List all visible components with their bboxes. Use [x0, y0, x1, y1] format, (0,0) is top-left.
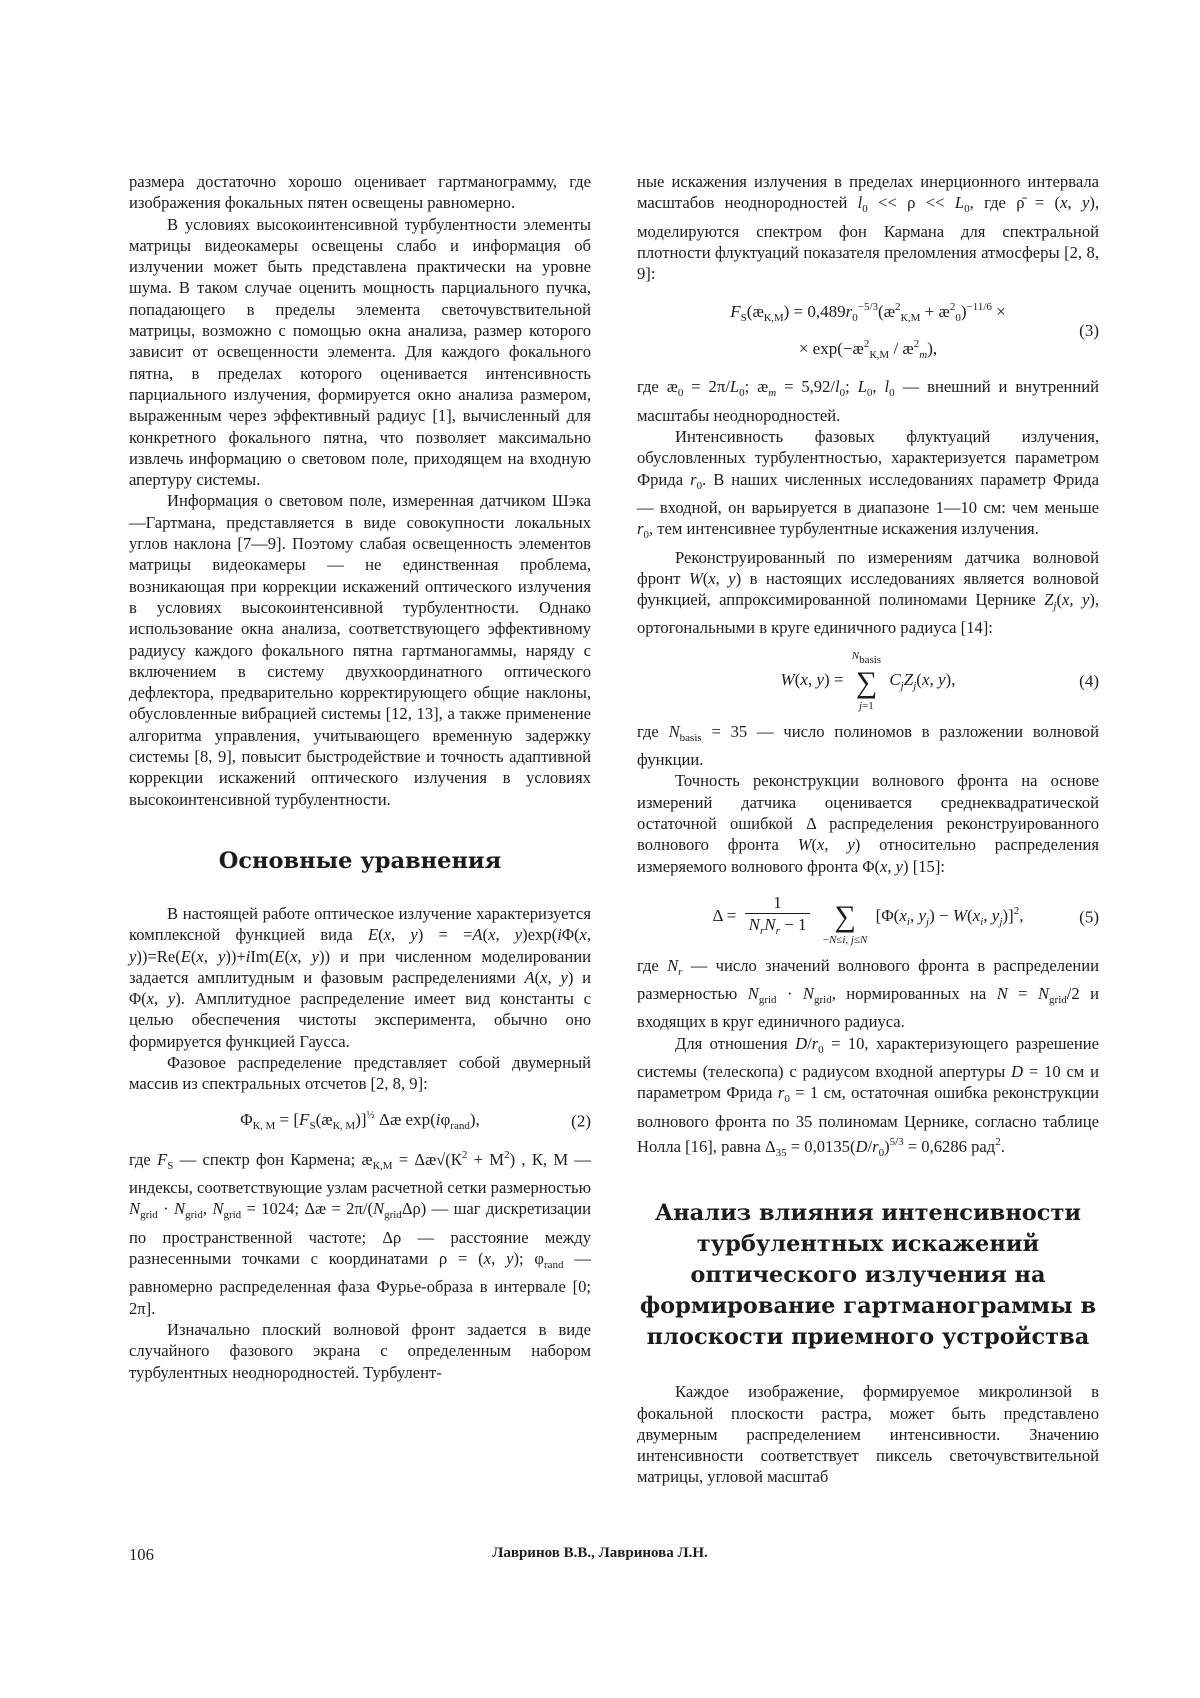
paragraph: Информация о световом поле, измеренная датчиком Шэка—Гартмана, представляется в виде совокупности локальных углов наклона [7—9]. Поэтому слабая освещенность элементов матрицы видеокамеры — не единственная проблема, возникающая при коррекции искажений оптического излучения в условиях высокоинтенсивной турбулентности. Однако использование окна анализа, соответствующего эффективному радиусу каждого фокального пятна гартманогаммы, наряду с включением в систему двухкоординатного оптического дефлектора, предварительно корректирующего общие наклоны, обусловленные вибрацией системы [12, 13], а также применение алгоритма управления, учитывающего временную задержку системы [8, 9], повысит быстродействие и точность адаптивной коррекции искажений оптического излучения в условиях высокоинтенсивной турбулентности.: [129, 490, 591, 809]
paragraph: ные искажения излучения в пределах инерционного интервала масштабов неоднородностей l0 << ρ << L0, где ρ̄ = (x, y), моделируются спектром фон Кармана для спектральной плотности флуктуаций показателя преломления атмосферы [2, 8, 9]:: [637, 171, 1099, 284]
equation-number: (4): [1079, 670, 1099, 691]
paragraph: где Nr — число значений волнового фронта в распределении размерностью Ngrid · Ngrid, нормированных на N = Ngrid/2 и входящих в круг единичного радиуса.: [637, 955, 1099, 1033]
equation-4: [637, 649, 1099, 713]
paragraph: Интенсивность фазовых флуктуаций излучения, обусловленных турбулентностью, характеризуется параметром Фрида r0. В наших численных исследованиях параметр Фрида — входной, он варьируется в диапазоне 1—10 см: чем меньше r0, тем интенсивнее турбулентные искажения излучения.: [637, 426, 1099, 546]
paragraph: В настоящей работе оптическое излучение характеризуется комплексной функцией вида E(x, y) = =A(x, y)exp(iΦ(x, y))=Re(E(x, y))+iIm(E(x, y)) и при численном моделировании задается амплитудным и фазовым распределениями A(x, y) и Φ(x, y). Амплитудное распределение имеет вид константы с целью обеспечения чистоты эксперимента, обычно оно формируется функцией Гаусса.: [129, 903, 591, 1052]
right-column: [637, 171, 1099, 1488]
paragraph: Реконструированный по измерениям датчика волновой фронт W(x, y) в настоящих исследованиях является волновой функцией, аппроксимированной полиномами Цернике Zj(x, y), ортогональными в круге единичного радиуса [14]:: [637, 547, 1099, 639]
paragraph: где FS — спектр фон Кармена; æК,М = Δæ√(К2 + М2) , К, М — индексы, соответствующие узлам расчетной сетки размерностью Ngrid · Ngrid, Ngrid = 1024; Δæ = 2π/(NgridΔρ) — шаг дискретизации по пространственной частоте; Δρ — расстояние между разнесенными точками с координатами ρ = (x, y); φrand — равномерно распределенная фаза Фурье-образа в интервале [0; 2π].: [129, 1145, 591, 1319]
paragraph: Каждое изображение, формируемое микролинзой в фокальной плоскости растра, может быть представлено двумерным распределением интенсивности. Значению интенсивности соответствует пиксель светочувствительной матрицы, угловой масштаб: [637, 1381, 1099, 1487]
paragraph: где æ0 = 2π/L0; æm = 5,92/l0; L0, l0 — внешний и внутренний масштабы неоднородностей.: [637, 376, 1099, 426]
paragraph: размера достаточно хорошо оценивает гартманограмму, где изображения фокальных пятен освещены равномерно.: [129, 171, 591, 214]
running-footer-authors: Лавринов В.В., Лавринова Л.Н.: [0, 1545, 1200, 1562]
paragraph: Фазовое распределение представляет собой двумерный массив из спектральных отсчетов [2, 8, 9]:: [129, 1052, 591, 1095]
page-number: 106: [129, 1545, 154, 1565]
formula: ΦК, М = [FS(æК, М)]½ Δæ exp(iφrand),: [240, 1110, 480, 1129]
paragraph: В условиях высокоинтенсивной турбулентности элементы матрицы видеокамеры освещены слабо и информация об излучении может быть представлена практически на уровне шума. В таком случае оценить мощность парциального пучка, попадающего в пределы элемента светочувствительной матрицы, возможно с помощью окна анализа, размер которого зависит от освещенности элемента. Для каждого фокального пятна, в пределах которого оценивается интенсивность парциального излучения, формируется окно анализа размером, выраженным через эффективный радиус [1], вычисленный для конкретного фокального пятна, что позволяет максимально извлечь информацию о световом поле, приходящем на входную апертуру системы.: [129, 214, 591, 491]
equation-number: (3): [1079, 318, 1099, 344]
paragraph: где Nbasis = 35 — число полиномов в разложении волновой функции.: [637, 721, 1099, 771]
equation-5: [637, 887, 1099, 947]
left-column: [129, 171, 591, 1383]
paragraph: Точность реконструкции волнового фронта на основе измерений датчика оценивается среднеквадратической остаточной ошибкой Δ распределения реконструированного волнового фронта W(x, y) относительно распределения измеряемого волнового фронта Φ(x, y) [15]:: [637, 770, 1099, 876]
equation-number: (2): [571, 1110, 591, 1131]
formula: FS(æК,М) = 0,489r0−5/3(æ2К,М + æ20)−11/6 ×: [637, 294, 1099, 331]
equation-3: [637, 294, 1099, 368]
formula-inline: E(x, y) = =A(x, y)exp(iΦ(x, y))=Re(E(x, y))+iIm(E(x, y)): [129, 925, 591, 965]
equation-number: (5): [1079, 906, 1099, 927]
formula: W(x, y) = Nbasis ∑ j=1 CjZj(x, y),: [781, 670, 956, 689]
formula: × exp(−æ2К,М / æ2m),: [637, 331, 1099, 368]
paragraph: Для отношения D/r0 = 10, характеризующего разрешение системы (телескопа) с радиусом входной апертуры D = 10 см и параметром Фрида r0 = 1 см, остаточная ошибка реконструкции волнового фронта по 35 полиномам Цернике, согласно таблице Нолла [16], равна Δ35 = 0,0135(D/r0)5/3 = 0,6286 рад2.: [637, 1033, 1099, 1164]
formula-inline: A(x, y) и Φ(x, y).: [129, 968, 591, 1008]
formula: Δ = 1 NrNr − 1 ∑ −N≤i, j≤N [Φ(xi, yj) − W(xi, yj)]2,: [713, 906, 1024, 925]
equation-2: [129, 1105, 591, 1137]
paragraph: Изначально плоский волновой фронт задается в виде случайного фазового экрана с определенным набором турбулентных неоднородностей. Турбулент-: [129, 1319, 591, 1383]
section-heading: Основные уравнения: [129, 846, 591, 877]
section-heading: Анализ влияния интенсивности турбулентных искажений оптического излучения на формирование гартманограммы в плоскости приемного устройства: [637, 1198, 1099, 1353]
